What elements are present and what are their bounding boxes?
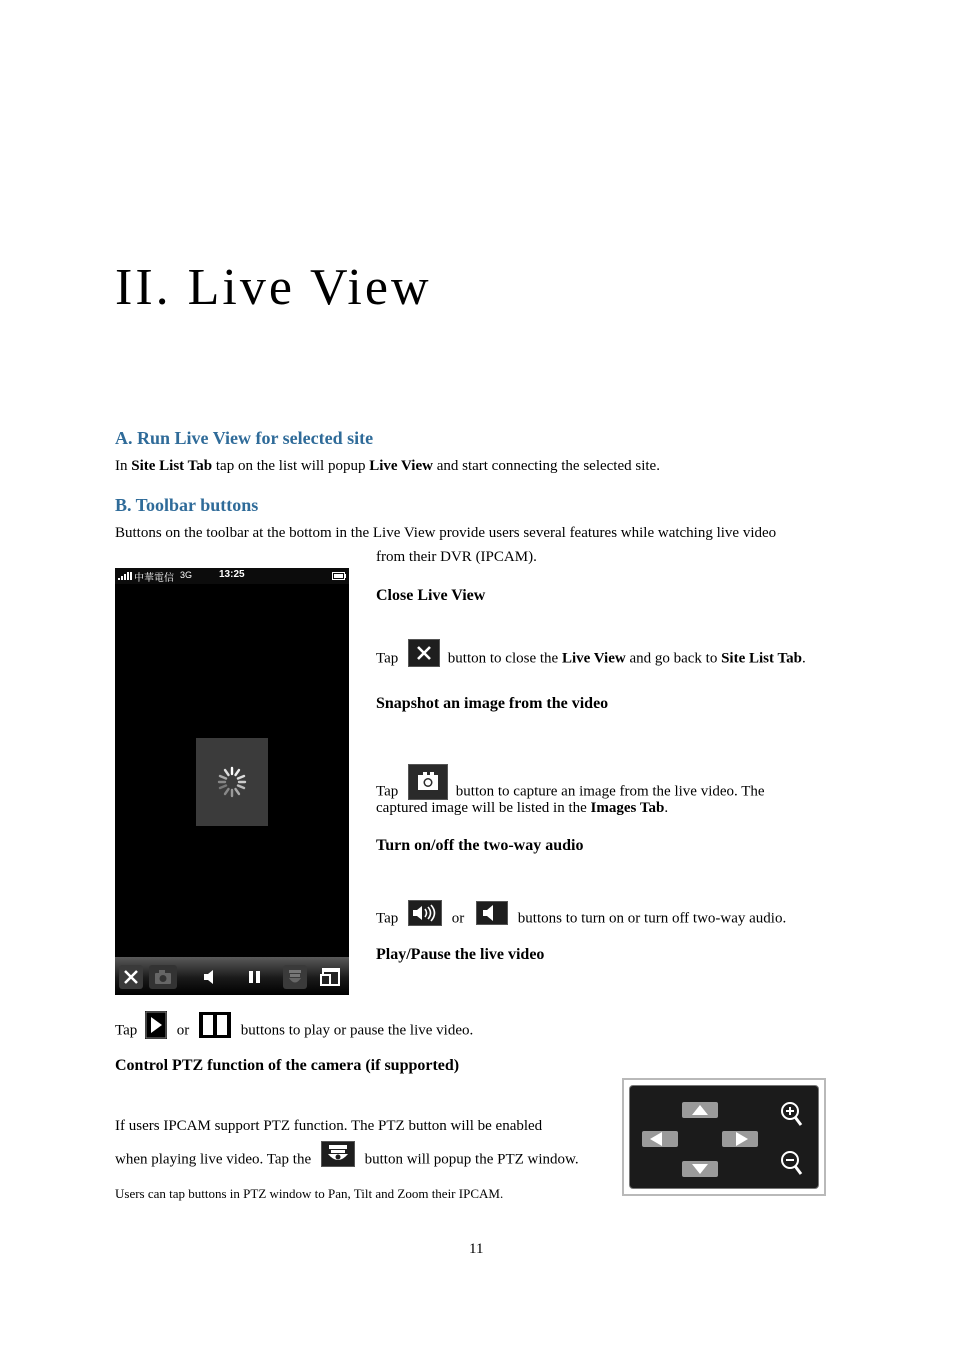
audio-button[interactable] [201,965,219,989]
speaker-on-icon [408,900,442,926]
section-a-heading: A. Run Live View for selected site [115,428,374,448]
pause-icon [199,1012,231,1038]
section-a-text: In Site List Tab tap on the list will popup Live View and start connecting the selected site. [115,458,660,474]
close-heading: Close Live View [376,587,486,604]
ptz-window-screenshot [622,1078,826,1196]
page-number: 11 [469,1241,484,1257]
live-view-screenshot [115,568,349,995]
snapshot-button[interactable] [149,965,177,989]
status-bar [115,568,349,584]
snapshot-heading: Snapshot an image from the video [376,695,609,712]
speaker-off-icon [476,901,508,925]
play-text: Tap or buttons to play or pause the live video. [115,1017,473,1045]
signal-icon [118,572,132,583]
live-view-toolbar [115,957,349,995]
ptz-text-2: when playing live video. Tap the button will popup the PTZ window. [115,1147,579,1173]
play-heading: Play/Pause the live video [376,946,545,963]
pause-icon [247,965,263,989]
snapshot-text-1: Tap button to capture an image from the live video. The [376,774,765,810]
pan-left-button[interactable] [642,1131,678,1147]
loading-spinner-icon [196,738,268,826]
network-type: 3G [180,570,193,580]
ptz-button[interactable] [283,965,307,989]
close-icon [119,965,143,989]
audio-heading: Turn on/off the two-way audio [376,837,584,854]
ptz-window-panel [629,1085,819,1189]
fullscreen-icon [317,965,343,989]
chapter-title: II. Live View [115,259,432,316]
ptz-heading: Control PTZ function of the camera (if supported) [115,1057,460,1074]
ptz-text-1: If users IPCAM support PTZ function. The PTZ button will be enabled [115,1118,543,1134]
pan-right-button[interactable] [722,1131,758,1147]
loading-panel [196,738,268,826]
carrier-name: 中華電信 [134,573,174,584]
section-b-intro-2: from their DVR (IPCAM). [376,549,537,565]
close-button[interactable] [119,965,143,989]
ptz-text-3: Users can tap buttons in PTZ window to Pan, Tilt and Zoom their IPCAM. [115,1186,504,1201]
speaker-icon [201,965,219,989]
zoom-in-icon[interactable] [782,1103,801,1125]
tilt-up-button[interactable] [682,1102,718,1118]
clock: 13:25 [219,569,245,580]
play-icon [145,1011,167,1039]
zoom-out-icon[interactable] [782,1152,801,1174]
camera-button-icon [408,764,448,800]
snapshot-text-2: captured image will be listed in the Images Tab. [376,800,669,816]
close-button-icon [408,639,440,667]
battery-icon [332,572,346,583]
ptz-button-icon [321,1141,355,1167]
section-b-intro-1: Buttons on the toolbar at the bottom in the Live View provide users several features while watching live video [115,525,777,541]
ptz-camera-icon [283,965,307,989]
close-text: Tap button to close the Live View and go back to Site List Tab. [376,645,806,673]
tilt-down-button[interactable] [682,1161,718,1177]
camera-icon [149,965,177,989]
section-b-heading: B. Toolbar buttons [115,495,259,515]
pause-button[interactable] [247,965,263,989]
fullscreen-button[interactable] [317,965,343,989]
audio-text: Tap or buttons to turn on or turn off two-way audio. [376,906,786,932]
